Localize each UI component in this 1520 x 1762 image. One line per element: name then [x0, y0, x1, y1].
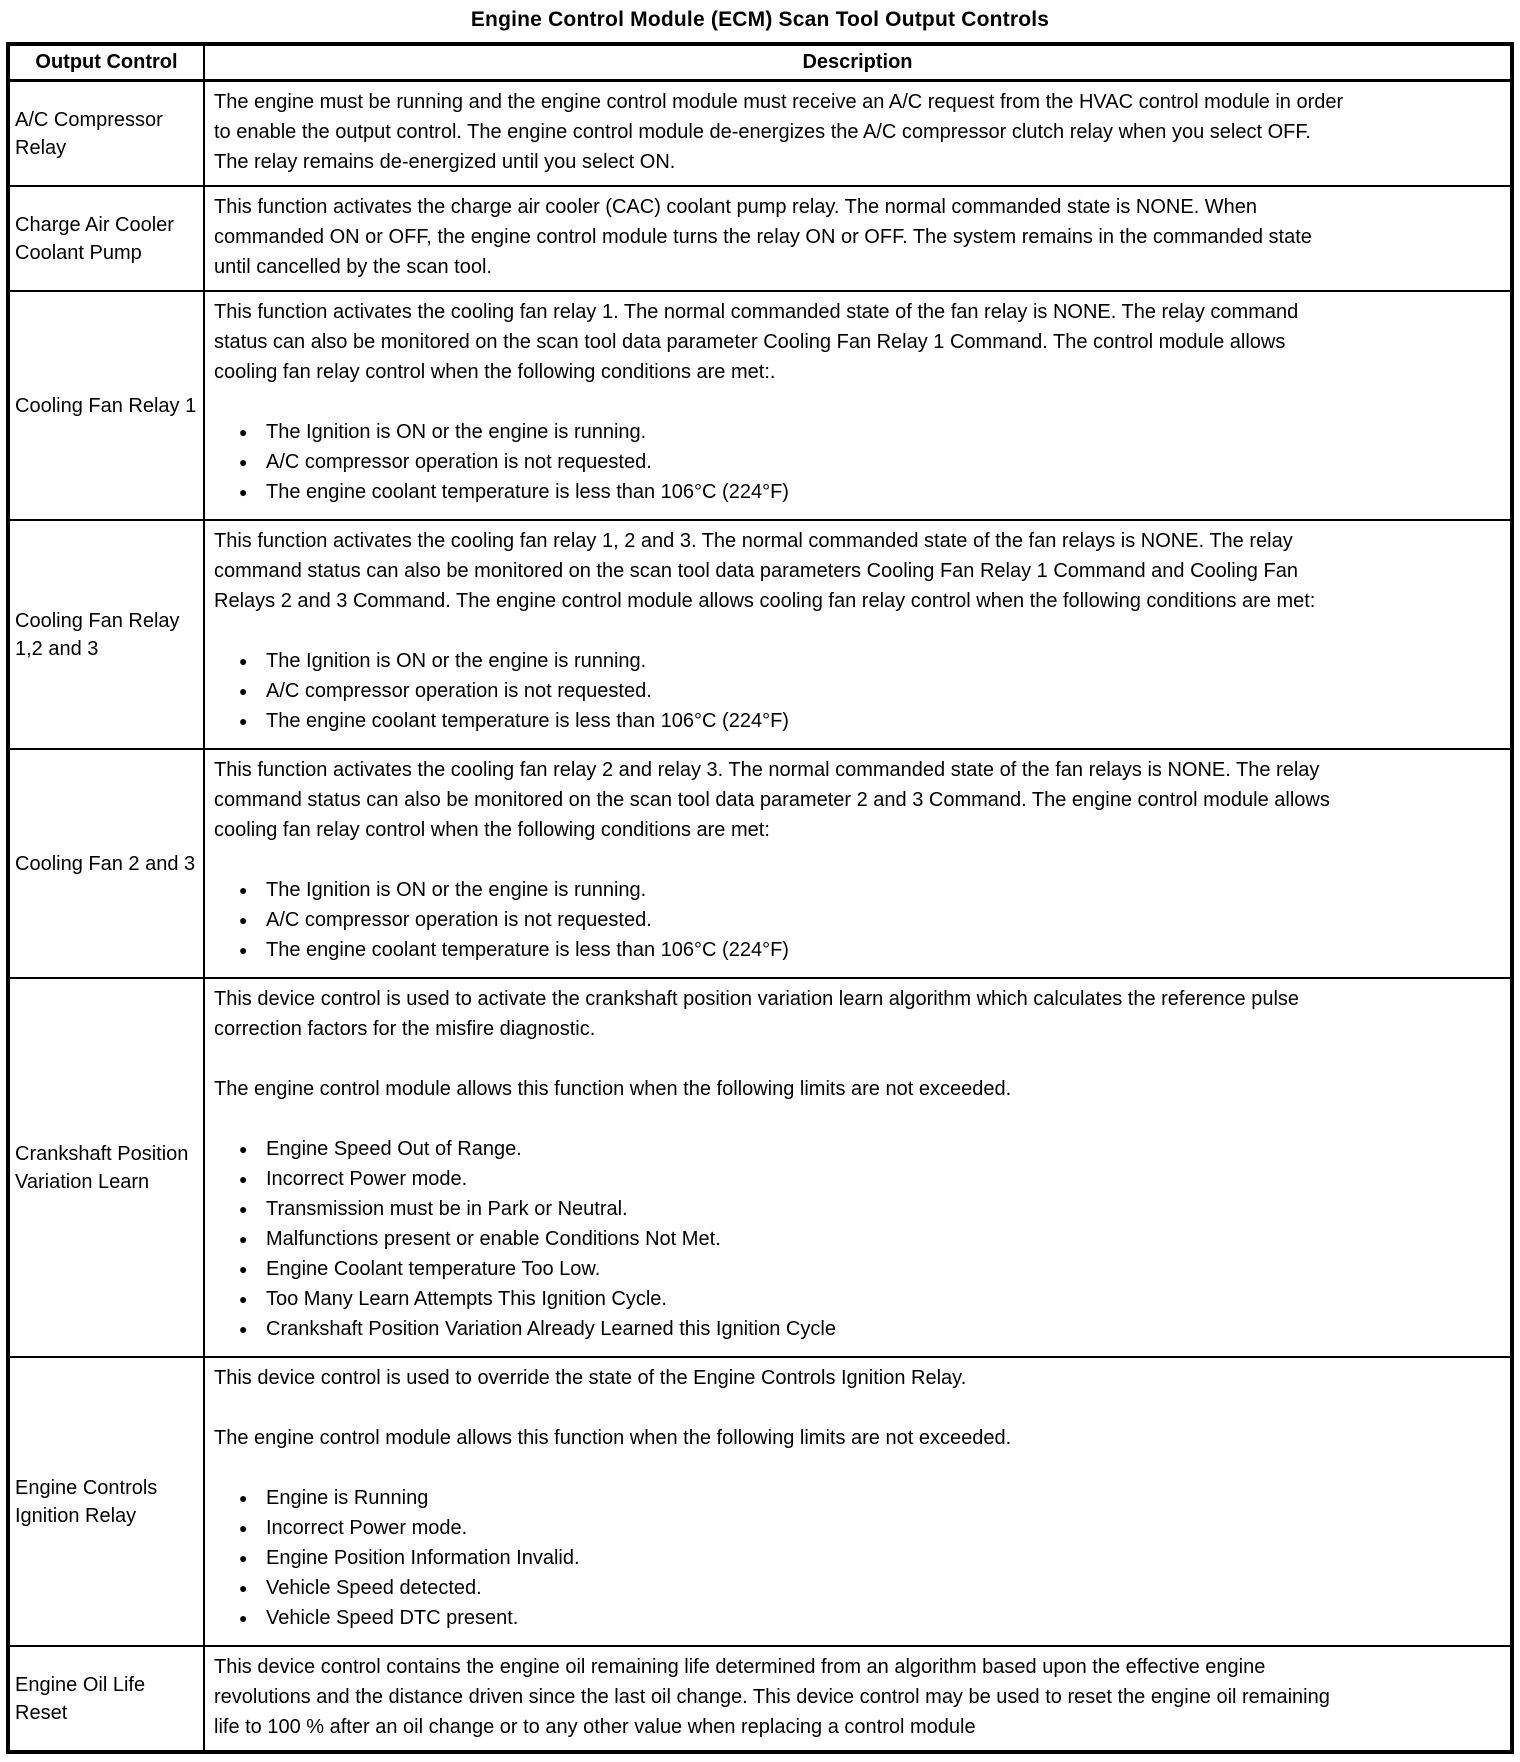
table-row — [8, 81, 1512, 187]
ecm-output-controls-table — [6, 42, 1514, 1754]
description-cell — [204, 978, 1512, 1357]
page-title: Engine Control Module (ECM) Scan Tool Output Controls — [470, 8, 1050, 31]
condition-item: ● Engine is Running — [214, 1483, 1350, 1513]
condition-item: ● Incorrect Power mode. — [214, 1513, 1350, 1543]
table-row — [8, 520, 1512, 749]
header-description: Description — [204, 44, 1512, 81]
description-cell — [204, 520, 1512, 749]
condition-list — [214, 875, 1350, 965]
description-paragraph: This device control contains the engine oil remaining life determined from an algorithm based upon the effective engine revolutions and the distance driven since the last oil change. This device control may be used to reset the engine oil remaining life to 100 % after an oil change or to any other value when replacing a control module — [214, 1656, 1330, 1738]
condition-item: ● Crankshaft Position Variation Already Learned this Ignition Cycle — [214, 1314, 1350, 1344]
table-body — [8, 81, 1512, 1753]
table-row — [8, 749, 1512, 978]
condition-list — [214, 1483, 1350, 1633]
condition-item: ● The Ignition is ON or the engine is running. — [214, 875, 1350, 905]
condition-item: ● Vehicle Speed detected. — [214, 1573, 1350, 1603]
condition-item: ● A/C compressor operation is not requested. — [214, 905, 1350, 935]
condition-item: ● Incorrect Power mode. — [214, 1164, 1350, 1194]
condition-item: ● Engine Position Information Invalid. — [214, 1543, 1350, 1573]
description-paragraph: The engine must be running and the engine control module must receive an A/C request from the HVAC control module in order to enable the output control. The engine control module de-energizes the A/C compressor clutch relay when you select OFF. The relay remains de-energized until you select ON. — [214, 91, 1344, 173]
condition-item: ● The Ignition is ON or the engine is running. — [214, 417, 1350, 447]
output-control-label: Engine Controls Ignition Relay — [8, 1357, 204, 1646]
description-paragraph: This function activates the cooling fan relay 1. The normal commanded state of the fan relay is NONE. The relay command status can also be monitored on the scan tool data parameter Cooling Fan Relay 1 Command. The control module allows cooling fan relay control when the following conditions are met:. — [214, 301, 1299, 383]
description-paragraph: This function activates the charge air cooler (CAC) coolant pump relay. The normal commanded state is NONE. When commanded ON or OFF, the engine control module turns the relay ON or OFF. The system remains in the commanded state until cancelled by the scan tool. — [214, 196, 1312, 278]
table-header-row — [8, 44, 1512, 81]
condition-list — [214, 417, 1350, 507]
description-paragraph: This device control is used to override the state of the Engine Controls Ignition Relay. — [214, 1367, 967, 1389]
condition-item: ● A/C compressor operation is not requested. — [214, 447, 1350, 477]
description-cell — [204, 1357, 1512, 1646]
condition-item: ● The engine coolant temperature is less than 106°C (224°F) — [214, 935, 1350, 965]
description-paragraph: This device control is used to activate the crankshaft position variation learn algorithm which calculates the reference pulse correction factors for the misfire diagnostic. — [214, 988, 1300, 1040]
table-row — [8, 291, 1512, 520]
table-row — [8, 1357, 1512, 1646]
condition-list — [214, 646, 1350, 736]
condition-list — [214, 1134, 1350, 1344]
condition-item: ● Transmission must be in Park or Neutral. — [214, 1194, 1350, 1224]
table-row — [8, 1646, 1512, 1752]
table-row — [8, 186, 1512, 291]
condition-item: ● Vehicle Speed DTC present. — [214, 1603, 1350, 1633]
output-control-label: Cooling Fan Relay 1,2 and 3 — [8, 520, 204, 749]
condition-item: ● Engine Coolant temperature Too Low. — [214, 1254, 1350, 1284]
condition-item: ● A/C compressor operation is not requested. — [214, 676, 1350, 706]
description-paragraph: The engine control module allows this function when the following limits are not exceeded. — [214, 1078, 1012, 1100]
output-control-label: Charge Air Cooler Coolant Pump — [8, 186, 204, 291]
condition-item: ● Engine Speed Out of Range. — [214, 1134, 1350, 1164]
table-row — [8, 978, 1512, 1357]
condition-item: ● The engine coolant temperature is less than 106°C (224°F) — [214, 477, 1350, 507]
description-paragraph: This function activates the cooling fan relay 2 and relay 3. The normal commanded state of the fan relays is NONE. The relay command status can also be monitored on the scan tool data parameter 2 and 3 Command. The engine control module allows cooling fan relay control when the following conditions are met: — [214, 759, 1330, 841]
condition-item: ● The engine coolant temperature is less than 106°C (224°F) — [214, 706, 1350, 736]
output-control-label: Cooling Fan Relay 1 — [8, 291, 204, 520]
description-cell — [204, 749, 1512, 978]
output-control-label: A/C Compressor Relay — [8, 81, 204, 187]
output-control-label: Crankshaft Position Variation Learn — [8, 978, 204, 1357]
description-cell — [204, 1646, 1512, 1752]
condition-item: ● Malfunctions present or enable Conditions Not Met. — [214, 1224, 1350, 1254]
header-output-control: Output Control — [8, 44, 204, 81]
description-cell — [204, 186, 1512, 291]
description-paragraph: This function activates the cooling fan relay 1, 2 and 3. The normal commanded state of the fan relays is NONE. The relay command status can also be monitored on the scan tool data parameters Cooling Fan Relay 1 Command and Cooling Fan Relays 2 and 3 Command. The engine control module allows cooling fan relay control when the following conditions are met: — [214, 530, 1316, 612]
output-control-label: Engine Oil Life Reset — [8, 1646, 204, 1752]
output-control-label: Cooling Fan 2 and 3 — [8, 749, 204, 978]
description-paragraph: The engine control module allows this function when the following limits are not exceeded. — [214, 1427, 1012, 1449]
description-cell — [204, 291, 1512, 520]
condition-item: ● Too Many Learn Attempts This Ignition Cycle. — [214, 1284, 1350, 1314]
description-cell — [204, 81, 1512, 187]
condition-item: ● The Ignition is ON or the engine is running. — [214, 646, 1350, 676]
